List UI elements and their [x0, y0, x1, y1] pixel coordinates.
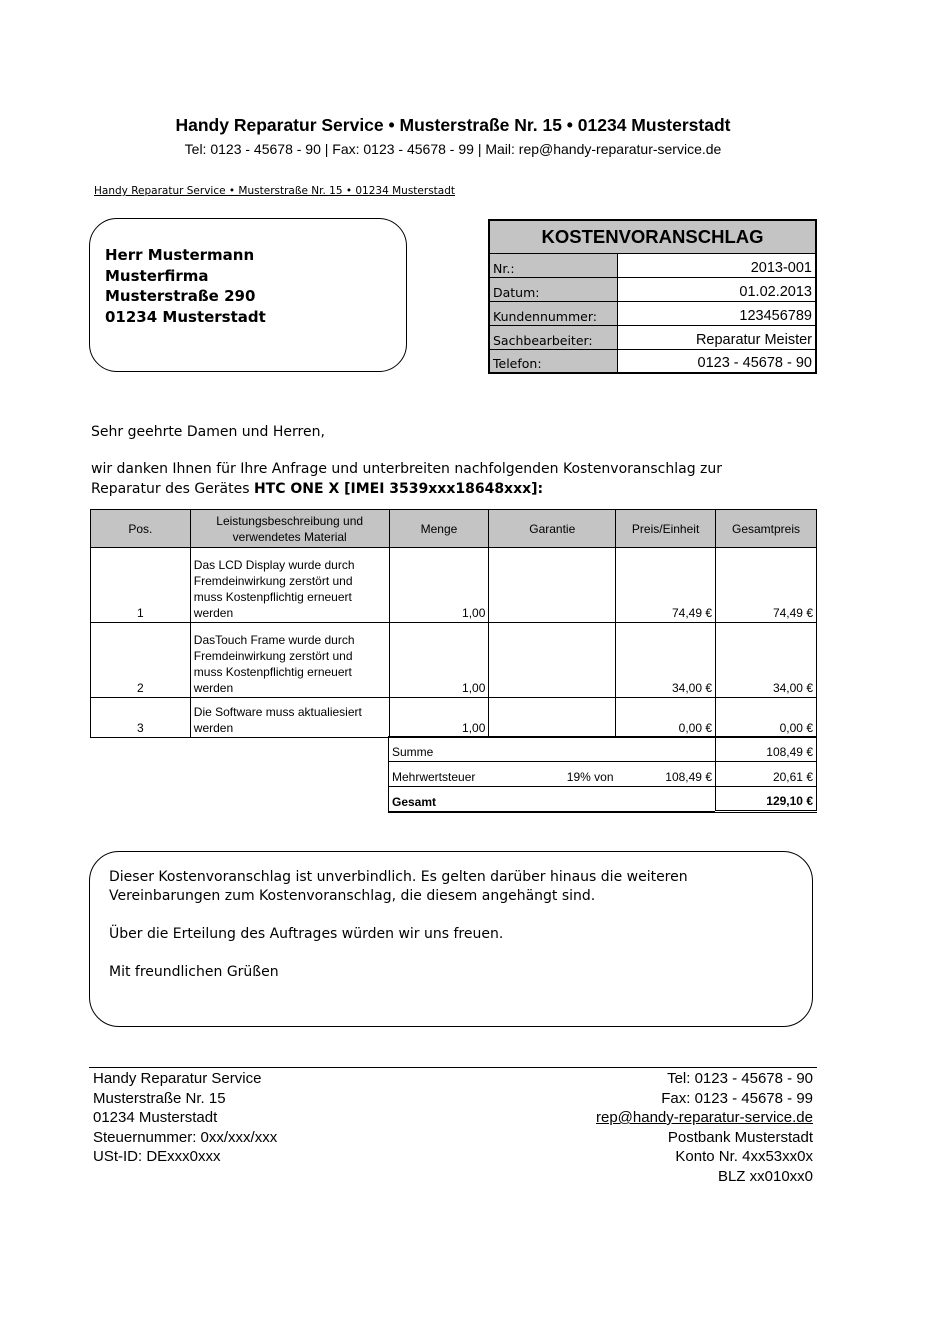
sender-line: Handy Reparatur Service • Musterstraße Nr. 15 • 01234 Musterstadt: [94, 185, 455, 197]
footer-street: Musterstraße Nr. 15: [93, 1089, 226, 1107]
phone-label: Telefon:: [489, 349, 617, 373]
footer-contact-bank: [480, 1069, 813, 1186]
intro-line-2-prefix: Reparatur des Gerätes: [91, 481, 254, 497]
vat-row: [389, 762, 817, 787]
row-description-line: Die Software muss aktualiesiert: [193, 705, 362, 719]
vat-rate: 19% von: [549, 762, 617, 787]
row-description-line: muss Kostenpflichtig erneuert: [193, 590, 352, 604]
row-description-line: Das LCD Display wurde durch: [193, 558, 355, 572]
row-unit-price: 74,49 €: [616, 548, 716, 623]
footer-tax-number: Steuernummer: 0xx/xxx/xxx: [93, 1128, 278, 1146]
row-quantity: 1,00: [389, 623, 489, 698]
footer-bank: Postbank Musterstadt: [667, 1128, 813, 1146]
row-description-line: werden: [193, 606, 234, 620]
row-description-line: werden: [193, 681, 234, 695]
quote-info-table: [488, 219, 817, 374]
row-total: 74,49 €: [716, 548, 817, 623]
row-description: [190, 548, 389, 623]
company-title: Handy Reparatur Service • Musterstraße Nr. 15 • 01234 Musterstadt: [175, 115, 731, 135]
note-line-1: Dieser Kostenvoranschlag ist unverbindlich. Es gelten darüber hinaus die weiteren: [109, 869, 688, 885]
quote-number-label: Nr.:: [489, 253, 617, 277]
table-row: [91, 548, 817, 623]
row-quantity: 1,00: [389, 698, 489, 738]
footer-account: Konto Nr. 4xx53xx0x: [675, 1148, 813, 1165]
col-header-pos: Pos.: [91, 510, 191, 548]
row-description: [190, 698, 389, 738]
row-unit-price: 0,00 €: [616, 698, 716, 738]
table-row: [91, 623, 817, 698]
total-row: [389, 787, 817, 812]
device-name: HTC ONE X [IMEI 3539xxx18648xxx]:: [253, 481, 544, 497]
row-description: [190, 623, 389, 698]
footer-vat-id: USt-ID: DExxx0xxx: [93, 1148, 221, 1165]
sum-row: [389, 737, 817, 762]
note-line-2: Vereinbarungen zum Kostenvoranschlag, die diesem angehängt sind.: [109, 888, 596, 905]
row-description-line: werden: [193, 721, 234, 735]
clerk-label: Sachbearbeiter:: [489, 325, 617, 349]
total-label: Gesamt: [389, 787, 716, 812]
recipient-name: Herr Mustermann: [105, 246, 255, 264]
total-value: 129,10 €: [716, 787, 817, 812]
footer-divider: [89, 1067, 817, 1068]
customer-number-value: 123456789: [617, 301, 816, 325]
customer-number-label: Kundennummer:: [489, 301, 617, 325]
recipient-company: Musterfirma: [105, 266, 209, 285]
recipient-city: 01234 Musterstadt: [105, 307, 266, 326]
row-warranty: [489, 623, 616, 698]
col-header-quantity: Menge: [389, 510, 489, 548]
col-header-total: Gesamtpreis: [716, 510, 817, 548]
quote-number-value: 2013-001: [617, 253, 816, 277]
sum-value: 108,49 €: [716, 737, 817, 762]
sum-label: Summe: [389, 737, 716, 762]
totals-table: [388, 736, 817, 813]
items-table: [90, 509, 817, 738]
footer-company-name: Handy Reparatur Service: [93, 1070, 262, 1087]
row-total: 34,00 €: [716, 623, 817, 698]
row-description-line: Fremdeinwirkung zerstört und: [193, 649, 353, 663]
vat-label: Mehrwertsteuer: [389, 762, 549, 787]
row-unit-price: 34,00 €: [616, 623, 716, 698]
items-header-row: [91, 510, 817, 548]
row-pos: 1: [91, 548, 191, 623]
recipient-address: [105, 245, 266, 327]
row-warranty: [489, 698, 616, 738]
footer-company-info: [93, 1069, 277, 1167]
row-pos: 3: [91, 698, 191, 738]
note-signoff: Mit freundlichen Grüßen: [109, 963, 279, 980]
row-quantity: 1,00: [389, 548, 489, 623]
vat-value: 20,61 €: [716, 762, 817, 787]
quote-heading: KOSTENVORANSCHLAG: [489, 220, 816, 253]
footer-city: 01234 Musterstadt: [93, 1109, 218, 1126]
recipient-street: Musterstraße 290: [105, 287, 256, 305]
row-pos: 2: [91, 623, 191, 698]
phone-value: 0123 - 45678 - 90: [617, 349, 816, 373]
greeting: Sehr geehrte Damen und Herren,: [91, 424, 325, 440]
quote-date-value: 01.02.2013: [617, 277, 816, 301]
note-line-3: Über die Erteilung des Auftrages würden wir uns freuen.: [109, 926, 504, 943]
row-total: 0,00 €: [716, 698, 817, 738]
vat-base: 108,49 €: [617, 762, 716, 787]
col-header-unit-price: Preis/Einheit: [616, 510, 716, 548]
footer-phone: Tel: 0123 - 45678 - 90: [667, 1070, 813, 1087]
row-description-line: DasTouch Frame wurde durch: [193, 633, 355, 647]
col-header-warranty: Garantie: [489, 510, 616, 548]
quote-date-label: Datum:: [489, 277, 617, 301]
intro-line-1: wir danken Ihnen für Ihre Anfrage und unterbreiten nachfolgenden Kostenvoranschlag zur: [91, 461, 723, 477]
table-row: [91, 698, 817, 738]
company-contact: Tel: 0123 - 45678 - 90 | Fax: 0123 - 45678 - 99 | Mail: rep@handy-reparatur-service.de: [184, 141, 722, 157]
intro-line-2: [91, 481, 543, 497]
footer-email-link[interactable]: rep@handy-reparatur-service.de: [596, 1109, 813, 1126]
closing-note: [109, 868, 688, 982]
row-description-line: Fremdeinwirkung zerstört und: [193, 574, 353, 588]
row-description-line: muss Kostenpflichtig erneuert: [193, 665, 352, 679]
row-warranty: [489, 548, 616, 623]
col-header-description-line1: Leistungsbeschreibung und: [216, 513, 364, 528]
clerk-value: Reparatur Meister: [617, 325, 816, 349]
col-header-description-line2: verwendetes Material: [232, 529, 347, 544]
footer-blz: BLZ xx010xx0: [717, 1167, 813, 1185]
col-header-description: [190, 510, 389, 548]
footer-fax: Fax: 0123 - 45678 - 99: [661, 1089, 813, 1107]
